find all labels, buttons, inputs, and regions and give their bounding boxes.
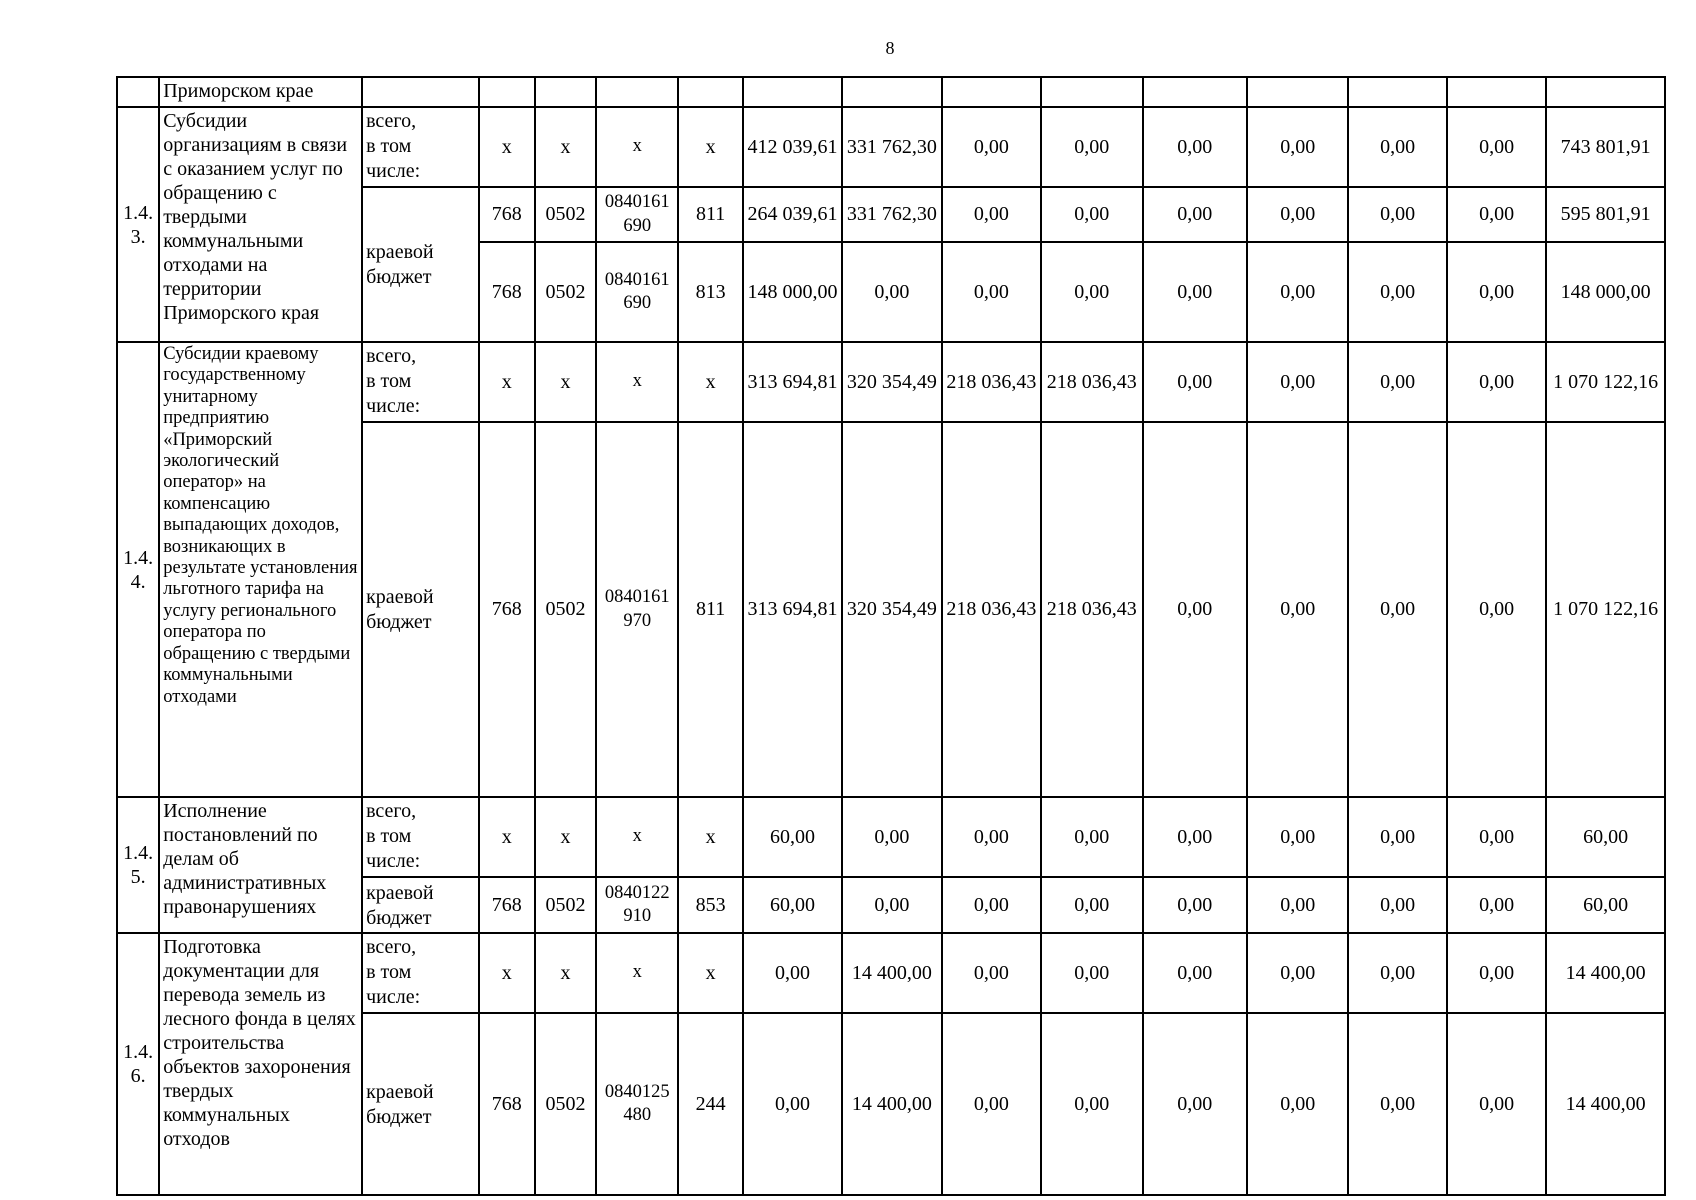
amount-cell: 1 070 122,16	[1546, 422, 1665, 797]
amount-cell: 0,00	[1041, 877, 1142, 933]
amount-cell: 0,00	[1348, 877, 1446, 933]
amount-cell: 0,00	[1143, 1013, 1247, 1195]
grbs-code: x	[479, 342, 535, 422]
amount-cell: 0,00	[1247, 933, 1348, 1013]
expense-type-code: x	[678, 933, 742, 1013]
section-code: 0502	[535, 1013, 596, 1195]
amount-cell: 0,00	[1447, 797, 1546, 877]
amount-cell: 0,00	[1348, 187, 1446, 242]
amount-cell: 60,00	[743, 877, 842, 933]
amount-cell: 743 801,91	[1546, 107, 1665, 187]
table-row-header-continuation	[117, 77, 1665, 107]
expense-type-code: 813	[678, 242, 742, 342]
amount-cell: 60,00	[743, 797, 842, 877]
source-cell	[362, 77, 479, 107]
target-article-code: x	[596, 107, 678, 187]
index-cell	[117, 77, 159, 107]
amount-cell: 1 070 122,16	[1546, 342, 1665, 422]
row-index: 1.4. 3.	[117, 107, 159, 342]
amount-cell: 148 000,00	[743, 242, 842, 342]
amount-cell: 0,00	[1041, 107, 1142, 187]
section-code: 0502	[535, 422, 596, 797]
expense-type-code: x	[678, 107, 742, 187]
amount-cell: 0,00	[842, 242, 941, 342]
funding-source: всего, в том числе:	[362, 933, 479, 1013]
amount-cell: 0,00	[743, 1013, 842, 1195]
amount-cell: 0,00	[1348, 242, 1446, 342]
amount-cell: 313 694,81	[743, 422, 842, 797]
row-description: Исполнение постановлений по делам об административных правонарушениях	[159, 797, 362, 933]
target-article-code: x	[596, 797, 678, 877]
amount-cell: 320 354,49	[842, 342, 941, 422]
amount-cell: 0,00	[1447, 422, 1546, 797]
amount-cell: 331 762,30	[842, 107, 941, 187]
table-row	[117, 933, 1665, 1013]
amount-cell: 0,00	[1041, 933, 1142, 1013]
amount-cell: 0,00	[1348, 342, 1446, 422]
amount-cell: 313 694,81	[743, 342, 842, 422]
amount-cell: 0,00	[1143, 107, 1247, 187]
grbs-code: 768	[479, 187, 535, 242]
section-code: 0502	[535, 242, 596, 342]
amount-cell: 0,00	[1247, 242, 1348, 342]
amount-cell: 0,00	[942, 877, 1041, 933]
target-article-code: 0840161 690	[596, 187, 678, 242]
budget-table	[116, 76, 1666, 1196]
expense-type-code: 244	[678, 1013, 742, 1195]
amount-cell: 0,00	[1143, 242, 1247, 342]
amount-cell: 0,00	[1247, 797, 1348, 877]
funding-source: всего, в том числе:	[362, 107, 479, 187]
grbs-code: 768	[479, 422, 535, 797]
section-code: x	[535, 797, 596, 877]
amount-cell: 0,00	[1348, 933, 1446, 1013]
amount-cell: 0,00	[942, 187, 1041, 242]
amount-cell: 0,00	[1143, 187, 1247, 242]
funding-source: всего, в том числе:	[362, 797, 479, 877]
row-index: 1.4. 4.	[117, 342, 159, 797]
amount-cell: 0,00	[942, 933, 1041, 1013]
funding-source: краевой бюджет	[362, 422, 479, 797]
target-article-code: 0840122 910	[596, 877, 678, 933]
amount-cell: 0,00	[942, 1013, 1041, 1195]
amount-cell: 0,00	[1041, 242, 1142, 342]
amount-cell: 218 036,43	[942, 422, 1041, 797]
amount-cell: 0,00	[1447, 342, 1546, 422]
grbs-code: x	[479, 107, 535, 187]
expense-type-code: 811	[678, 422, 742, 797]
description-cell: Приморском крае	[159, 77, 362, 107]
amount-cell: 0,00	[1447, 933, 1546, 1013]
amount-cell: 0,00	[1447, 242, 1546, 342]
section-code: x	[535, 107, 596, 187]
amount-cell: 218 036,43	[942, 342, 1041, 422]
amount-cell: 0,00	[1348, 107, 1446, 187]
amount-cell: 14 400,00	[1546, 933, 1665, 1013]
grbs-code: 768	[479, 877, 535, 933]
grbs-code: 768	[479, 1013, 535, 1195]
row-index: 1.4. 6.	[117, 933, 159, 1195]
amount-cell: 264 039,61	[743, 187, 842, 242]
amount-cell: 14 400,00	[1546, 1013, 1665, 1195]
amount-cell: 0,00	[942, 107, 1041, 187]
amount-cell: 0,00	[1247, 187, 1348, 242]
table-row	[117, 342, 1665, 422]
table-row	[117, 107, 1665, 187]
amount-cell: 595 801,91	[1546, 187, 1665, 242]
target-article-code: 0840161 690	[596, 242, 678, 342]
row-description: Субсидии организациям в связи с оказанием услуг по обращению с твердыми коммунальными отходами на территории Приморского края	[159, 107, 362, 342]
amount-cell: 0,00	[1143, 422, 1247, 797]
amount-cell: 218 036,43	[1041, 342, 1142, 422]
amount-cell: 0,00	[743, 933, 842, 1013]
row-description: Субсидии краевому государственному унитарному предприятию «Приморский экологический оператор» на компенсацию выпадающих доходов, возникающих в результате установления льготного тарифа на услугу регионального оператора по обращению с твердыми коммунальными отходами	[159, 342, 362, 797]
amount-cell: 0,00	[1247, 342, 1348, 422]
target-article-code: 0840161 970	[596, 422, 678, 797]
target-article-code: x	[596, 342, 678, 422]
amount-cell: 0,00	[1247, 107, 1348, 187]
amount-cell: 0,00	[1143, 342, 1247, 422]
amount-cell: 0,00	[1143, 797, 1247, 877]
grbs-code: 768	[479, 242, 535, 342]
amount-cell: 331 762,30	[842, 187, 941, 242]
expense-type-code: 811	[678, 187, 742, 242]
amount-cell: 0,00	[1143, 877, 1247, 933]
amount-cell: 14 400,00	[842, 1013, 941, 1195]
table-row	[117, 797, 1665, 877]
amount-cell: 0,00	[1247, 422, 1348, 797]
amount-cell: 0,00	[1447, 1013, 1546, 1195]
amount-cell: 0,00	[1348, 797, 1446, 877]
amount-cell: 0,00	[1041, 797, 1142, 877]
amount-cell: 0,00	[1247, 1013, 1348, 1195]
amount-cell: 0,00	[1447, 187, 1546, 242]
grbs-code: x	[479, 797, 535, 877]
amount-cell: 0,00	[842, 797, 941, 877]
expense-type-code: x	[678, 342, 742, 422]
row-index: 1.4. 5.	[117, 797, 159, 933]
section-code: x	[535, 933, 596, 1013]
grbs-code: x	[479, 933, 535, 1013]
amount-cell: 0,00	[1041, 187, 1142, 242]
table-body	[117, 77, 1665, 1195]
target-article-code: 0840125 480	[596, 1013, 678, 1195]
amount-cell: 60,00	[1546, 877, 1665, 933]
funding-source: всего, в том числе:	[362, 342, 479, 422]
amount-cell: 0,00	[1247, 877, 1348, 933]
amount-cell: 218 036,43	[1041, 422, 1142, 797]
expense-type-code: 853	[678, 877, 742, 933]
amount-cell: 148 000,00	[1546, 242, 1665, 342]
amount-cell: 14 400,00	[842, 933, 941, 1013]
section-code: x	[535, 342, 596, 422]
amount-cell: 0,00	[942, 242, 1041, 342]
funding-source: краевой бюджет	[362, 187, 479, 342]
expense-type-code: x	[678, 797, 742, 877]
amount-cell: 0,00	[842, 877, 941, 933]
section-code: 0502	[535, 187, 596, 242]
section-code: 0502	[535, 877, 596, 933]
amount-cell: 0,00	[1041, 1013, 1142, 1195]
amount-cell: 0,00	[942, 797, 1041, 877]
page-number: 8	[885, 38, 895, 58]
target-article-code: x	[596, 933, 678, 1013]
amount-cell: 320 354,49	[842, 422, 941, 797]
amount-cell: 60,00	[1546, 797, 1665, 877]
amount-cell: 0,00	[1348, 422, 1446, 797]
amount-cell: 0,00	[1143, 933, 1247, 1013]
amount-cell: 0,00	[1447, 877, 1546, 933]
funding-source: краевой бюджет	[362, 877, 479, 933]
funding-source: краевой бюджет	[362, 1013, 479, 1195]
amount-cell: 412 039,61	[743, 107, 842, 187]
row-description: Подготовка документации для перевода земель из лесного фонда в целях строительства объектов захоронения твердых коммунальных отходов	[159, 933, 362, 1195]
amount-cell: 0,00	[1447, 107, 1546, 187]
amount-cell: 0,00	[1348, 1013, 1446, 1195]
